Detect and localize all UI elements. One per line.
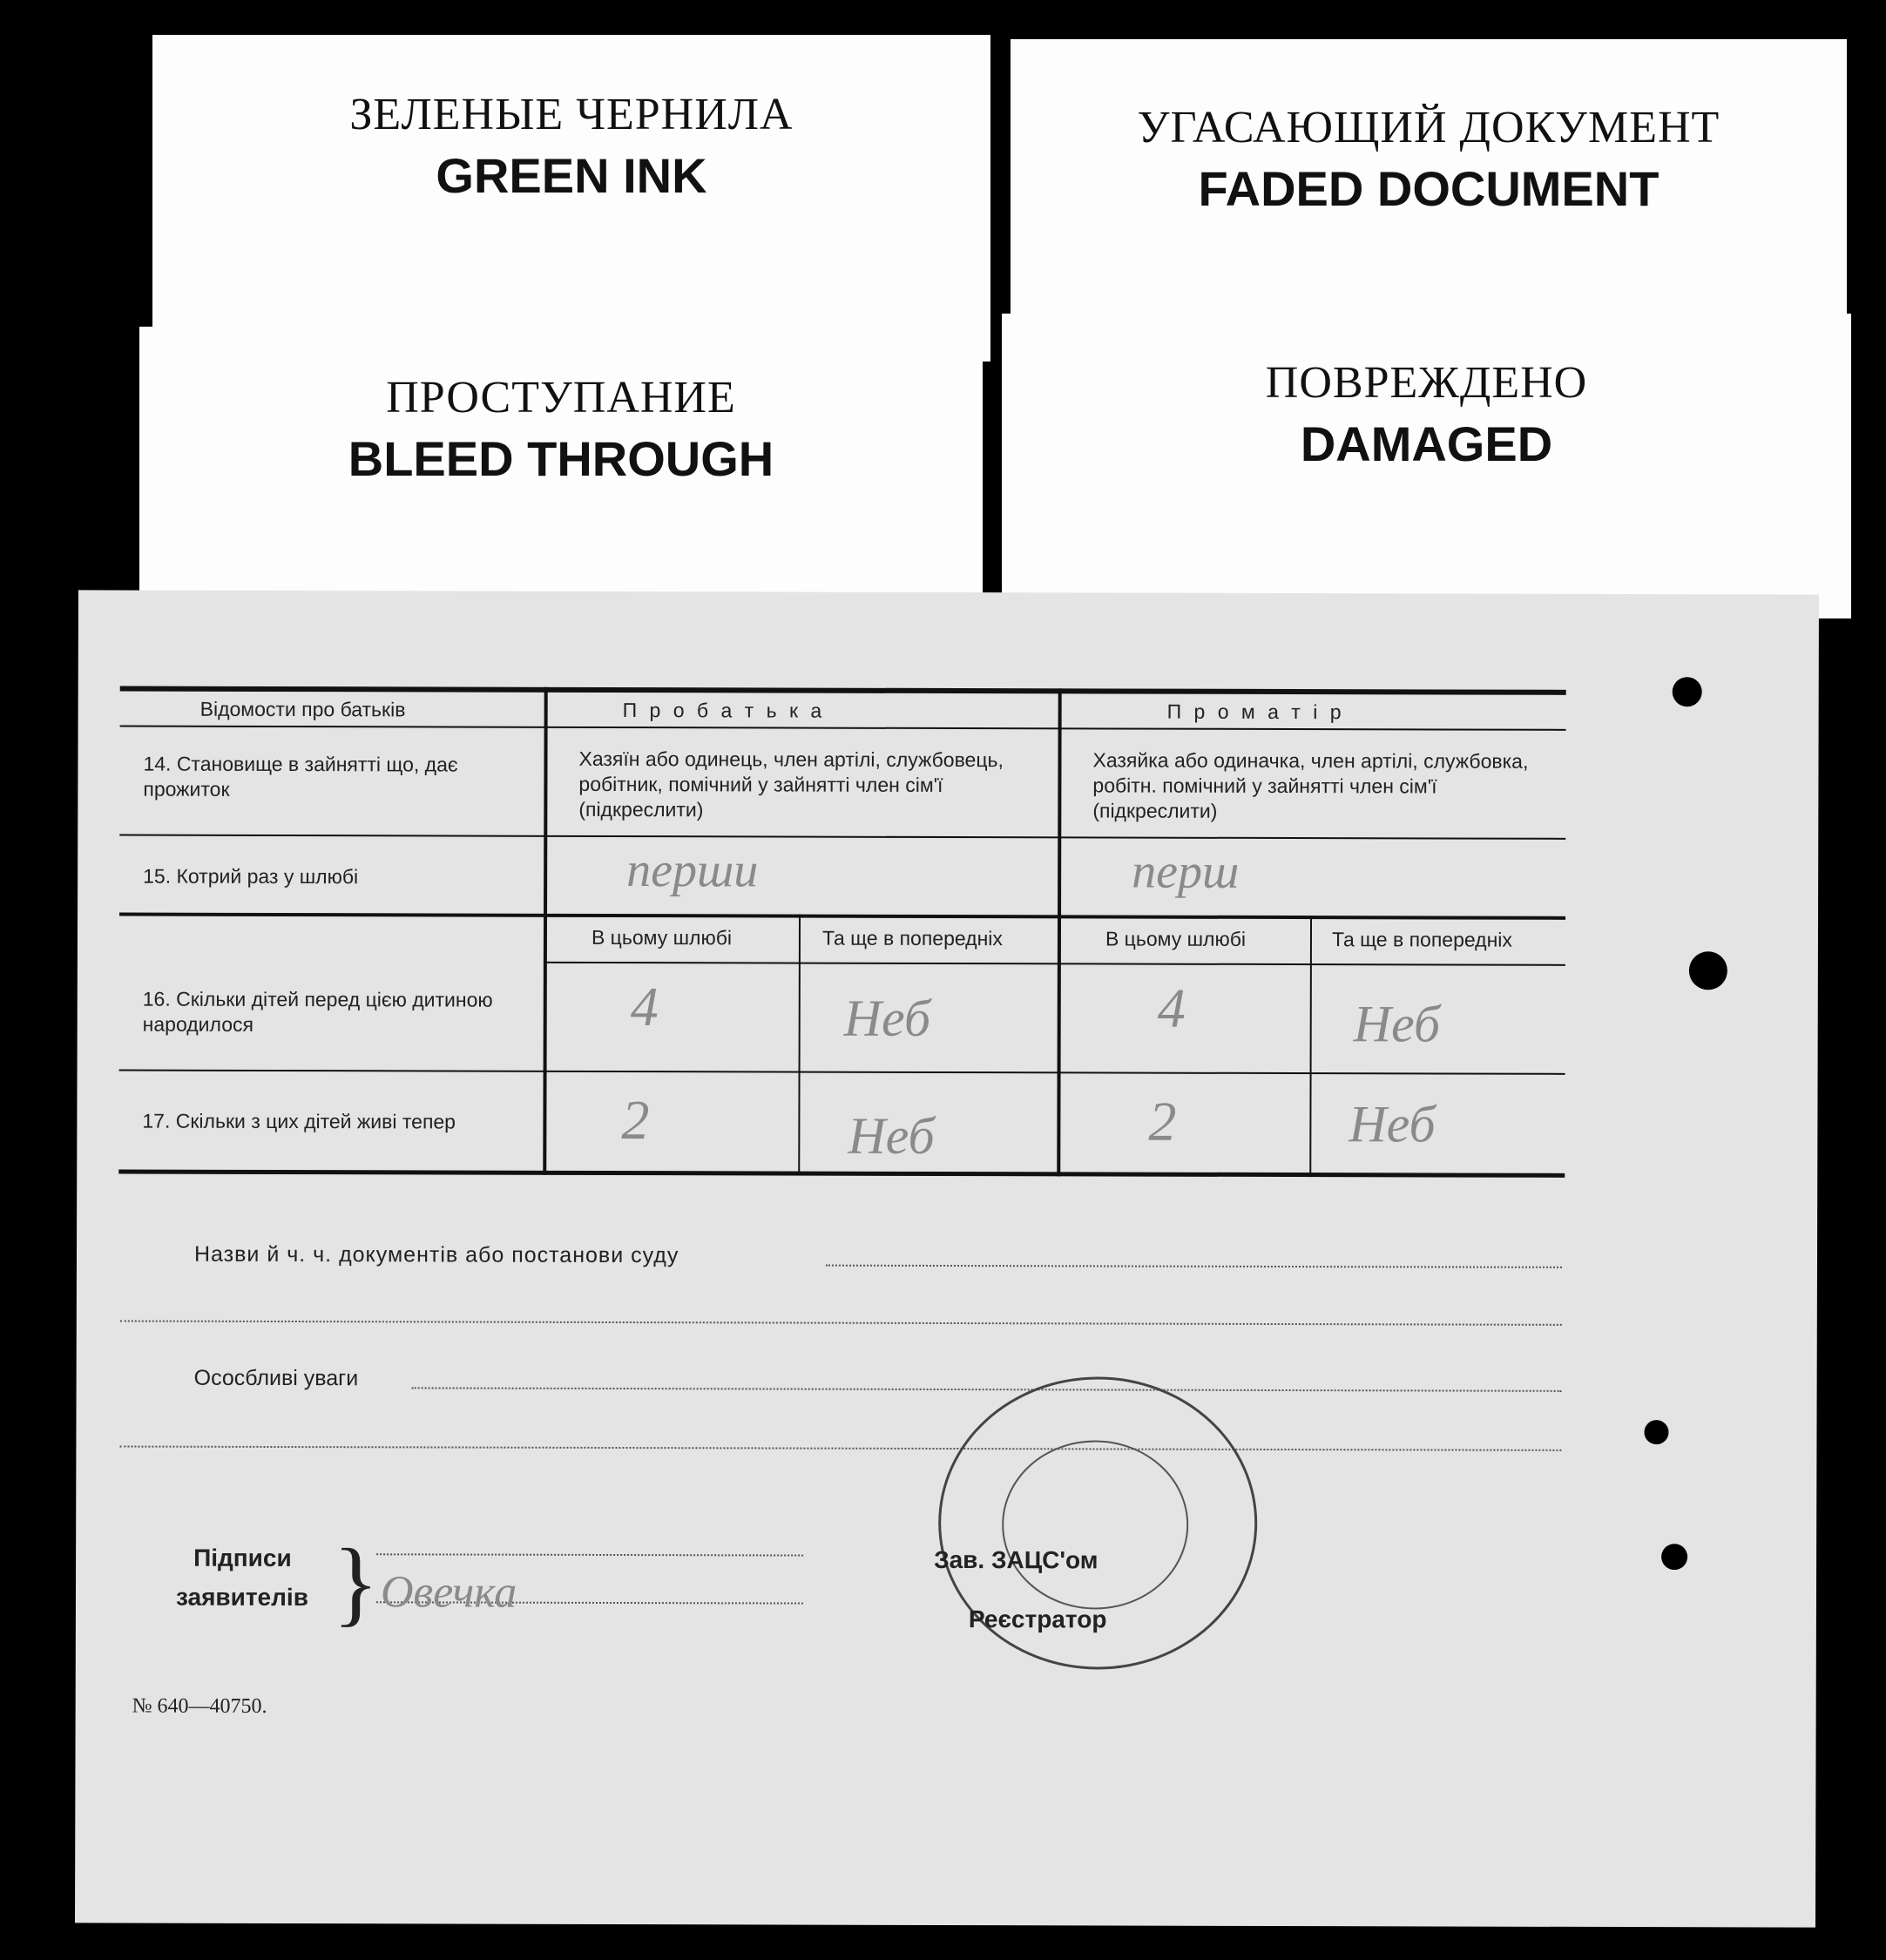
header-father: П р о б а т ь к а <box>622 699 826 722</box>
zags-label: Зав. ЗАЦС'ом <box>934 1545 1098 1574</box>
punch-hole <box>1689 951 1727 990</box>
rule <box>120 726 1566 731</box>
label-ru: УГАСАЮЩИЙ ДОКУМЕНТ <box>1137 103 1720 152</box>
row14-father-options: Хазяїн або одинець, член артілі, службовець, робітник, помічний у зайнятті член сім'ї (підкреслити) <box>578 747 1004 821</box>
row16-mother-prev: Неб <box>1353 995 1441 1053</box>
signatures-label: Підписи <box>193 1544 292 1572</box>
row16-label: 16. Скільки дітей перед цією дитиною народилося <box>142 987 493 1036</box>
label-ru: ПОВРЕЖДЕНО <box>1265 358 1588 408</box>
row17-father-prev: Неб <box>848 1106 935 1165</box>
form-number: № 640—40750. <box>132 1694 267 1718</box>
row14-mother-options: Хазяйка або одиначка, член артілі, службовка, робітн. помічний у зайнятті член сім'ї (підкреслити) <box>1092 748 1529 822</box>
label-card-bleed <box>139 327 983 614</box>
registrar-label: Реєстратор <box>968 1605 1107 1633</box>
label-card-damaged <box>1002 314 1851 618</box>
document-page <box>75 590 1819 1927</box>
notes-label: Ососбливі уваги <box>193 1365 359 1391</box>
subheader-father-prev: Та ще в попередніх <box>821 926 1003 950</box>
label-ru: ЗЕЛЕНЫЕ ЧЕРНИЛА <box>349 90 794 139</box>
label-ru: ПРОСТУПАНИЕ <box>386 373 736 422</box>
subheader-mother-prev: Та ще в попередніх <box>1331 928 1512 951</box>
col-divider <box>1057 688 1061 1176</box>
label-card-faded <box>1011 39 1847 335</box>
documents-label: Назви й ч. ч. документів або постанови суду <box>193 1241 679 1268</box>
label-en: FADED DOCUMENT <box>1198 161 1660 216</box>
signatures-brace: } <box>332 1529 379 1636</box>
col-divider <box>1309 916 1312 1177</box>
row16-father-this: 4 <box>630 976 659 1038</box>
row16-mother-this: 4 <box>1157 977 1186 1039</box>
rule <box>544 962 1565 966</box>
notes-line <box>412 1387 1562 1391</box>
subheader-father-this: В цьому шлюбі <box>591 925 733 950</box>
row14-label: 14. Становище в зайнятті що, дає прожиток <box>143 752 458 801</box>
punch-hole <box>1644 1420 1668 1444</box>
label-en: GREEN INK <box>436 148 707 203</box>
col-divider <box>798 915 801 1176</box>
row15-label: 15. Котрий раз у шлюбі <box>143 864 359 889</box>
header-mother: П р о м а т і р <box>1166 700 1345 724</box>
signatures-label-2: заявителів <box>175 1583 308 1612</box>
row15-mother-handwriting: перш <box>1132 844 1240 899</box>
signature-handwriting: Овечка <box>380 1567 517 1618</box>
subheader-mother-this: В цьому шлюбі <box>1105 927 1247 950</box>
documents-line <box>826 1265 1562 1268</box>
header-parents-info: Відомости про батьків <box>199 697 406 721</box>
punch-hole <box>1673 677 1702 706</box>
table-bottom-rule <box>118 1170 1565 1178</box>
row17-father-this: 2 <box>621 1089 650 1152</box>
punch-hole <box>1661 1544 1687 1570</box>
col-divider <box>543 687 547 1175</box>
notes-line-2 <box>119 1446 1561 1451</box>
label-en: DAMAGED <box>1300 416 1553 471</box>
table-top-rule <box>120 686 1566 695</box>
rule <box>119 835 1565 840</box>
row17-label: 17. Скільки з цих дітей живі тепер <box>142 1109 456 1133</box>
row15-father-handwriting: перши <box>626 843 759 898</box>
row17-mother-prev: Неб <box>1349 1095 1436 1153</box>
documents-line-2 <box>120 1321 1562 1326</box>
signature-line-1 <box>376 1553 803 1556</box>
label-en: BLEED THROUGH <box>348 431 774 486</box>
rule <box>119 913 1565 920</box>
rule <box>119 1070 1565 1075</box>
row17-mother-this: 2 <box>1148 1090 1177 1152</box>
row16-father-prev: Неб <box>843 989 931 1047</box>
label-card-green-ink <box>152 35 990 362</box>
